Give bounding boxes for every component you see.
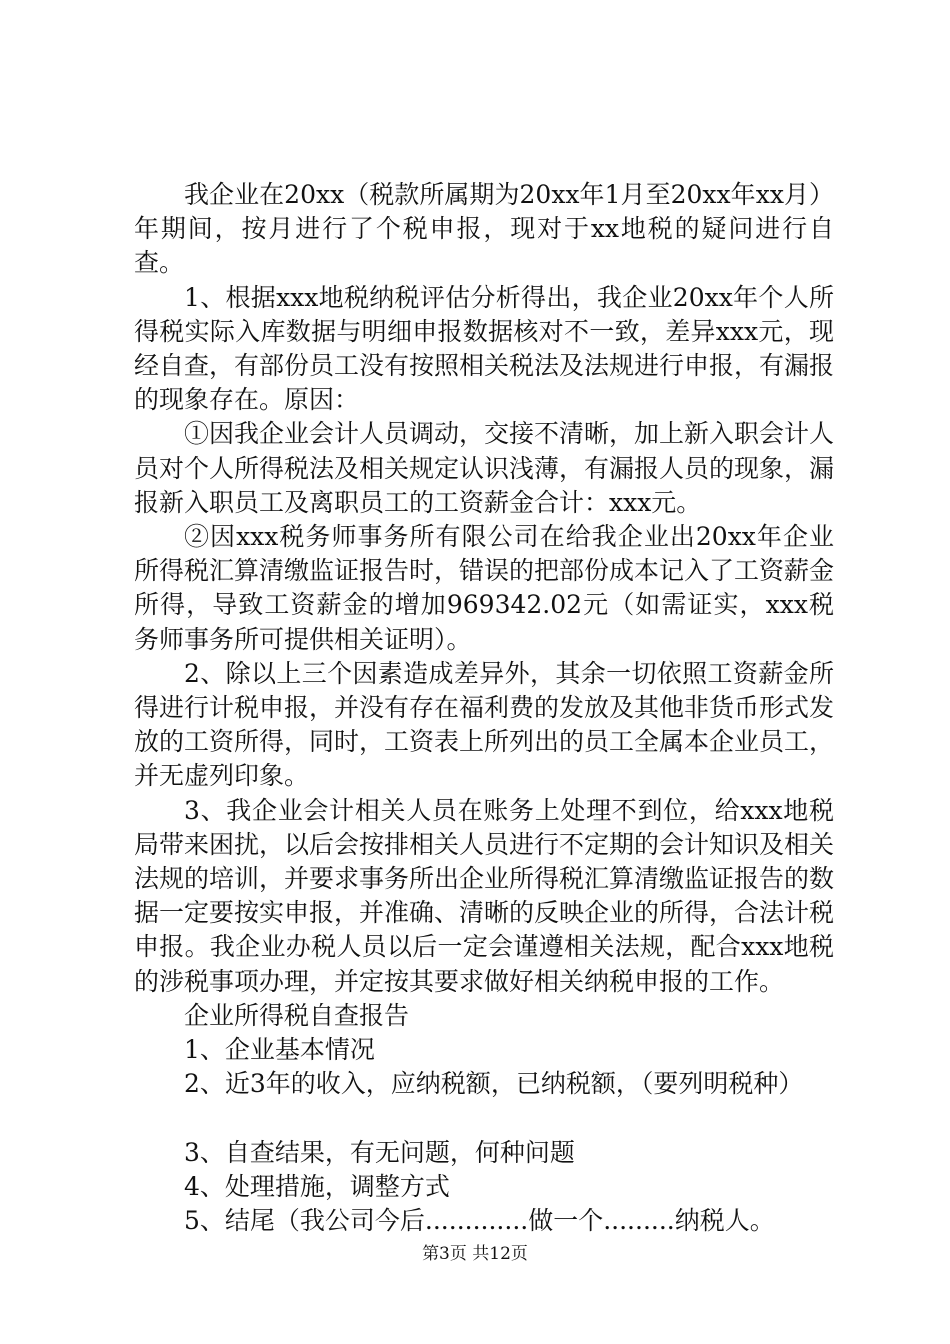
page-footer [0,1244,950,1264]
outline-item-3: 3、自查结果，有无问题，何种问题 [184,1137,575,1167]
document-body [134,178,834,1238]
outline-item-5: 5、结尾（我公司今后.............做一个.........纳税人。 [184,1206,775,1236]
reason-1-paragraph: ①因我企业会计人员调动，交接不清晰，加上新入职会计人员对个人所得税法及相关规定认识浅薄，有漏报人员的现象，漏报新入职员工及离职员工的工资薪金合计：xxx元。 [134,419,835,517]
outline-item-4: 4、处理措施，调整方式 [184,1171,450,1201]
outline-item-2: 2、近3年的收入，应纳税额，已纳税额，（要列明税种） [184,1069,804,1099]
intro-paragraph: 我企业在20xx（税款所属期为20xx年1月至20xx年xx月）年期间，按月进行了个税申报，现对于xx地税的疑问进行自查。 [134,180,834,278]
finding-2-paragraph: 2、除以上三个因素造成差异外，其余一切依照工资薪金所得进行计税申报，并没有存在福利费的发放及其他非货币形式发放的工资所得，同时，工资表上所列出的员工全属本企业员工，并无虚列印象。 [134,658,835,791]
page-indicator: 第3页 共12页 [422,1244,528,1264]
finding-3-paragraph: 3、我企业会计相关人员在账务上处理不到位，给xxx地税局带来困扰，以后会按排相关人员进行不定期的会计知识及相关法规的培训，并要求事务所出企业所得税汇算清缴监证报告的数据一定要按实申报，并准确、清晰的反映企业的所得，合法计税申报。我企业办税人员以后一定会谨遵相关法规，配合xxx地税的涉税事项办理，并定按其要求做好相关纳税申报的工作。 [134,795,835,996]
outline-item-1: 1、企业基本情况 [184,1035,375,1065]
report-title: 企业所得税自查报告 [184,1000,410,1030]
finding-1-paragraph: 1、根据xxx地税纳税评估分析得出，我企业20xx年个人所得税实际入库数据与明细申报数据核对不一致，差异xxx元，现经自查，有部份员工没有按照相关税法及法规进行申报，有漏报的现象存在。原因： [134,282,835,415]
reason-2-paragraph: ②因xxx税务师事务所有限公司在给我企业出20xx年企业所得税汇算清缴监证报告时，错误的把部份成本记入了工资薪金所得，导致工资薪金的增加969342.02元（如需证实，xxx税务师事务所可提供相关证明）。 [134,522,835,654]
